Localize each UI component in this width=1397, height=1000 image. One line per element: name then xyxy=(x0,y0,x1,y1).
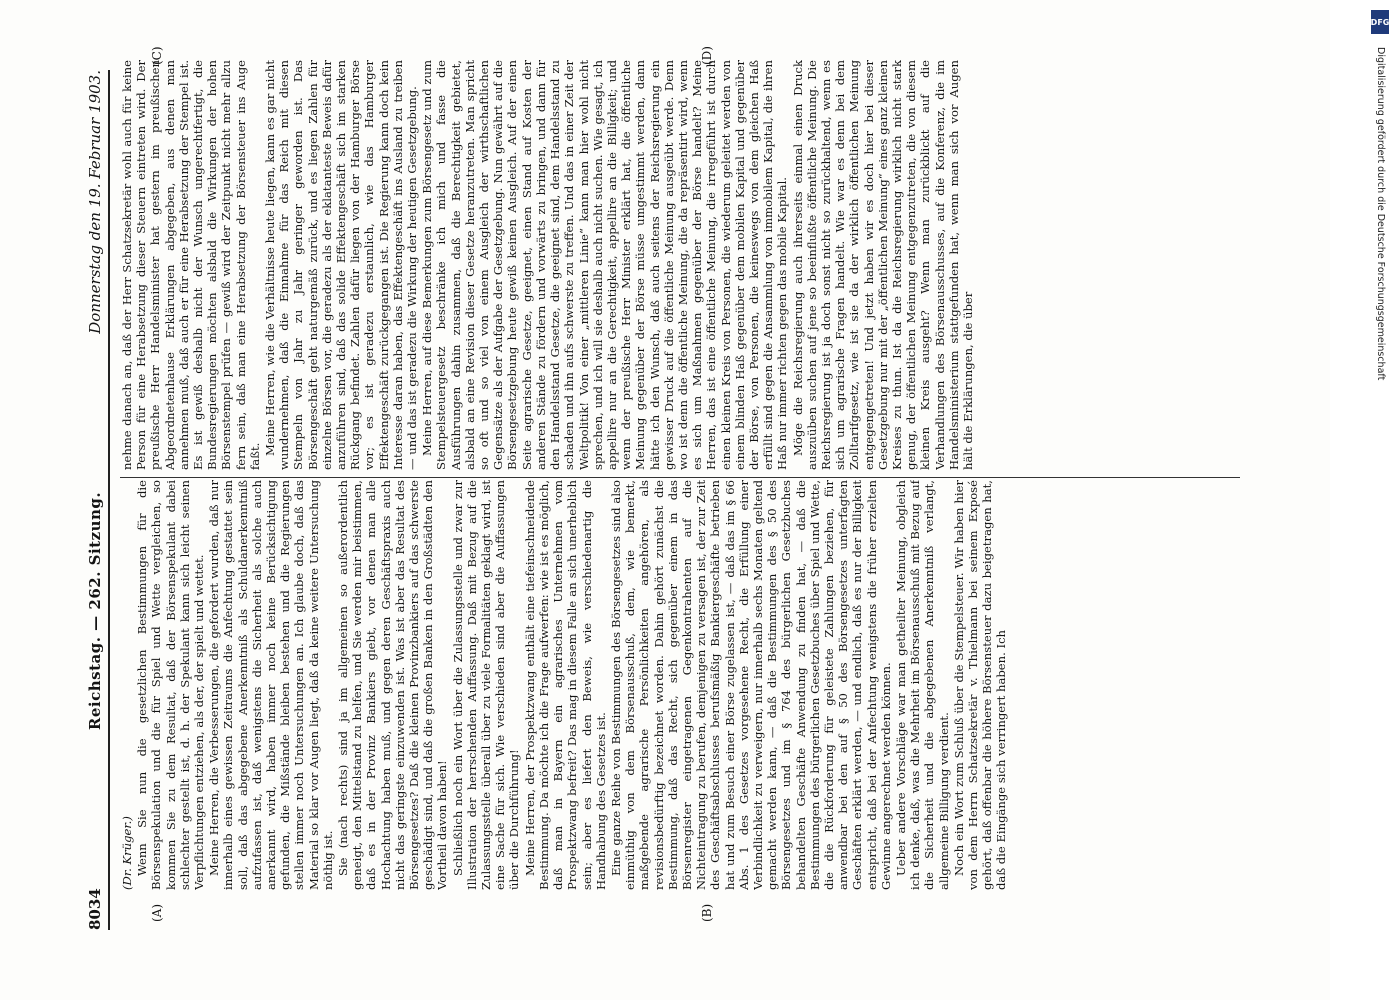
paragraph: Ueber andere Vorschläge war man getheilter Meinung, obgleich ich denke, daß, was die Mehrheit im Börsenausschuß mit Bezug auf die Sicherheit und die abgegebenen Anerkenntniß verlangt, allgemeine Billigung verdient. xyxy=(893,480,951,890)
paragraph: Meine Herren, der Prospektzwang enthält eine tiefeinschneidende Bestimmung. Da möchte ich die Frage aufwerfen: wie ist es möglich, daß man in Bayern ein agrarisches Unternehmen vom Prospektzwang befreit? Das mag in diesem Falle an sich unerheblich sein; aber es liefert den Beweis, wie verschiedenartig die Handhabung des Gesetzes ist. xyxy=(522,480,608,890)
right-column xyxy=(120,60,1240,470)
speaker-label: (Dr. Krüger.) xyxy=(120,816,134,890)
margin-letter-b: (B) xyxy=(700,903,714,922)
dfg-credit-text: Digitalisierung gefördert durch die Deutsche Forschungsgemeinschaft xyxy=(1375,47,1386,381)
page-header xyxy=(70,70,110,930)
page-title: Reichstag. — 262. Sitzung. xyxy=(86,491,104,731)
paragraph: Eine ganze Reihe von Bestimmungen des Börsengesetzes sind also einmüthig von dem Börsenausschuß, dem, wie bemerkt, maßgebende agrarische Persönlichkeiten angehören, als revisionsbedürftig bezeichnet worden. Dahin gehört zunächst die Bestimmung, daß das Recht, sich gegenüber einem in das Börsenregister eingetragenen Gegenkontrahenten auf die Nichteintragung zu berufen, demjenigen zu versagen ist, der zur Zeit des Geschäftsabschlusses berufsmäßig Bankiergeschäfte betrieben hat und zum Besuch einer Börse zugelassen ist, — daß das im § 66 Abs. 1 des Gesetzes vorgesehene Recht, die Erfüllung einer Verbindlichkeit zu verweigern, nur innerhalb sechs Monaten geltend gemacht werden kann, — daß die Bestimmungen des § 50 des Börsengesetzes und im § 764 des bürgerlichen Gesetzbuches behandelten Geschäfte Anwendung zu finden hat, — daß die Bestimmungen des bürgerlichen Gesetzbuches über Spiel und Wette, die die Rückforderung für geleistete Zahlungen beziehen, für anwendbar bei den auf § 50 des Börsengesetzes unterfagten Geschäften erklärt werden, — und endlich, daß es nur der Billigkeit entspricht, daß bei der Anfechtung wenigstens die früher erzielten Gewinne angerechnet werden können. xyxy=(608,480,893,890)
paragraph: Meine Herren, wie die Verhältnisse heute liegen, kann es gar nicht wundernehmen, daß die Einnahme für das Reich mit diesen Stempeln von Jahr zu Jahr geringer geworden ist. Das Börsengeschäft geht naturgemäß zurück, und es liegen Zahlen für einzelne Börsen vor, die geradezu als der eklatanteste Beweis dafür anzuführen sind, daß das solide Effektengeschäft sich im starken Rückgang befindet. Zahlen dafür liegen von der Hamburger Börse vor; es ist geradezu erstaunlich, wie das Hamburger Effektengeschäft zurückgegangen ist. Die Regierung kann doch kein Interesse daran haben, das Effektengeschäft ins Ausland zu treiben — und das ist geradezu die Wirkung der heutigen Gesetzgebung. xyxy=(263,60,420,470)
paragraph: Noch ein Wort zum Schluß über die Stempelsteuer. Wir haben hier von dem Herrn Schatzsekretär v. Thielmann bei seinem Exposé gehört, daß offenbar die höhere Börsensteuer dazu beigetragen hat, daß die Eingänge sich verringert haben. Ich xyxy=(951,480,1009,890)
page-date: Donnerstag den 19. Februar 1903. xyxy=(86,70,104,334)
paragraph: Wenn Sie nun die gesetzlichen Bestimmungen für die Börsenspekulation und die für Spiel und Wette vergleichen, so kommen Sie zu dem Resultat, daß der Börsenspekulant dabei schlechter gestellt ist, d. h. der Spekulant kann sich leicht seinen Verpflichtungen entziehen, als der, der spielt und wettet. xyxy=(135,480,207,890)
paragraph: Schließlich noch ein Wort über die Zulassungsstelle und zwar zur Illustration der herrschenden Auffassung. Daß mit Bezug auf die Zulassungsstelle überall über zu viele Formalitäten geklagt wird, ist eine Sache für sich. Wie verschieden sind aber die Auffassungen über die Durchführung! xyxy=(450,480,522,890)
margin-letter-d: (D) xyxy=(700,46,714,65)
paragraph: nehme danach an, daß der Herr Schatzsekretär wohl auch für keine Person für eine Herabsetzung dieser Steuern eintreten wird. Der preußische Herr Handelsminister hat gestern im preußischen Abgeordnetenhause Erklärungen abgegeben, aus denen man annehmen muß, daß auch er für eine Herabsetzung der Stempel ist. Es ist gewiß deshalb nicht der Wunsch ungerechtfertigt, die Bundesregierungen möchten alsbald die Wirkungen der hohen Börsenstempel prüfen — gewiß wird der Zeitpunkt nicht mehr allzu fern sein, daß man eine Herabsetzung der Börsensteuer ins Auge faßt. xyxy=(120,60,262,470)
dfg-logo: DFG xyxy=(1371,10,1389,34)
paragraph: Meine Herren, die Verbesserungen, die gefordert wurden, daß nur innerhalb eines gewissen Zeitraums die Anfechtung gestattet sein soll, daß das abgegebene Anerkenntniß als Schuldanerkenntniß aufzufassen ist, daß wenigstens die Sicherheit als solche auch anerkannt wird, haben immer noch keine Berücksichtigung gefunden, die Mißstände bleiben bestehen und die Regierungen stellen immer noch Untersuchungen an. Ich glaube doch, daß das Material so klar vor Augen liegt, daß da keine weitere Untersuchung nöthig ist. xyxy=(207,480,335,890)
dfg-sidebar xyxy=(1369,10,1389,990)
column-divider xyxy=(120,477,1240,478)
paragraph: Sie (nach rechts) sind ja im allgemeinen so außerordentlich geneigt, den Mittelstand zu helfen, und Sie werden mir beistimmen, daß es in der Provinz Bankiers giebt, vor denen man alle Hochachtung haben muß, und gegen deren Geschäftspraxis auch nicht das geringste einzuwenden ist. Was ist aber das Resultat des Börsengesetzes? Daß die kleinen Provinzbankiers auf das schwerste geschädigt sind, und daß die großen Banken in den Großstädten den Vortheil davon haben! xyxy=(336,480,450,890)
paragraph: Meine Herren, auf diese Bemerkungen zum Börsengesetz und zum Stempelsteuergesetz beschränke ich mich und fasse die Ausführungen dahin zusammen, daß die Berechtigkeit gebietet, alsbald an eine Revision dieser Gesetze heranzutreten. Man spricht so oft und so viel von einem Ausgleich der wirthschaftlichen Gegensätze als der Aufgabe der Gesetzgebung. Nun gewährt auf die Börsengesetzgebung heute gewiß keinen Ausgleich. Auf der einen Seite agrarische Gesetze, geeignet, einen Stand auf Kosten der anderen Stände zu fördern und vorwärts zu bringen, und dann für den Handelsstand Gesetze, die geeignet sind, dem Handelsstand zu schaden und ihn aufs schwerste zu treffen. Und das in einer Zeit der Weltpolitik! Von einer „mittleren Linie“ kann man hier wohl nicht sprechen, und ich will sie deshalb auch nicht suchen. Wie gesagt, ich appellire nur an die Gerechtigkeit, appellire an die Billigkeit; und wenn der preußische Herr Minister erklärt hat, die öffentliche Meinung gegenüber der Börse müsse umgestimmt werden, dann hätte ich den Wunsch, daß auch seitens der Reichsregierung ein gewisser Druck auf die öffentliche Meinung ausgeübt werde. Denn wo ist denn die öffentliche Meinung, die da repräsentirt wird, wenn es sich um Maßnahmen gegenüber der Börse handelt? Meine Herren, das ist eine öffentliche Meinung, die irregeführt ist durch einen kleinen Kreis von Personen, die wiederum geleitet werden von einem blinden Haß gegenüber dem mobilen Kapital und gegenüber der Börse, von Personen, die keineswegs von dem gleichen Haß erfüllt sind gegen die Ansammlung von immobilem Kapital, die ihren Haß nur immer richten gegen das mobile Kapital. xyxy=(420,60,790,470)
margin-letter-c: (C) xyxy=(150,46,164,65)
page-number: 8034 xyxy=(86,888,104,930)
left-column xyxy=(120,480,1240,890)
margin-letter-a: (A) xyxy=(150,903,164,922)
paragraph: Möge die Reichsregierung auch ihrerseits einmal einen Druck auszuüben suchen auf jene so beeinflußte öffentliche Meinung. Die Reichsregierung ist ja doch sonst nicht so zurückhaltend, wenn es sich um agrarische Fragen handelt. Wie war es denn bei dem Zolltarifgesetz, wie ist sie da der wirklich öffentlichen Meinung entgegengetreten! Und jetzt haben wir es doch hier bei dieser Gesetzgebung nur mit der „öffentlichen Meinung“ eines ganz kleinen Kreises zu thun. Ist da die Reichsregierung wirklich nicht stark genug, der öffentlichen Meinung entgegenzutreten, die von diesem kleinen Kreis ausgeht? Wenn man zurückblickt auf die Verhandlungen des Börsenausschusses, auf die Konferenz, die im Handelsministerium stattgefunden hat, wenn man sich vor Augen hält die Erklärungen, die über xyxy=(790,60,975,470)
